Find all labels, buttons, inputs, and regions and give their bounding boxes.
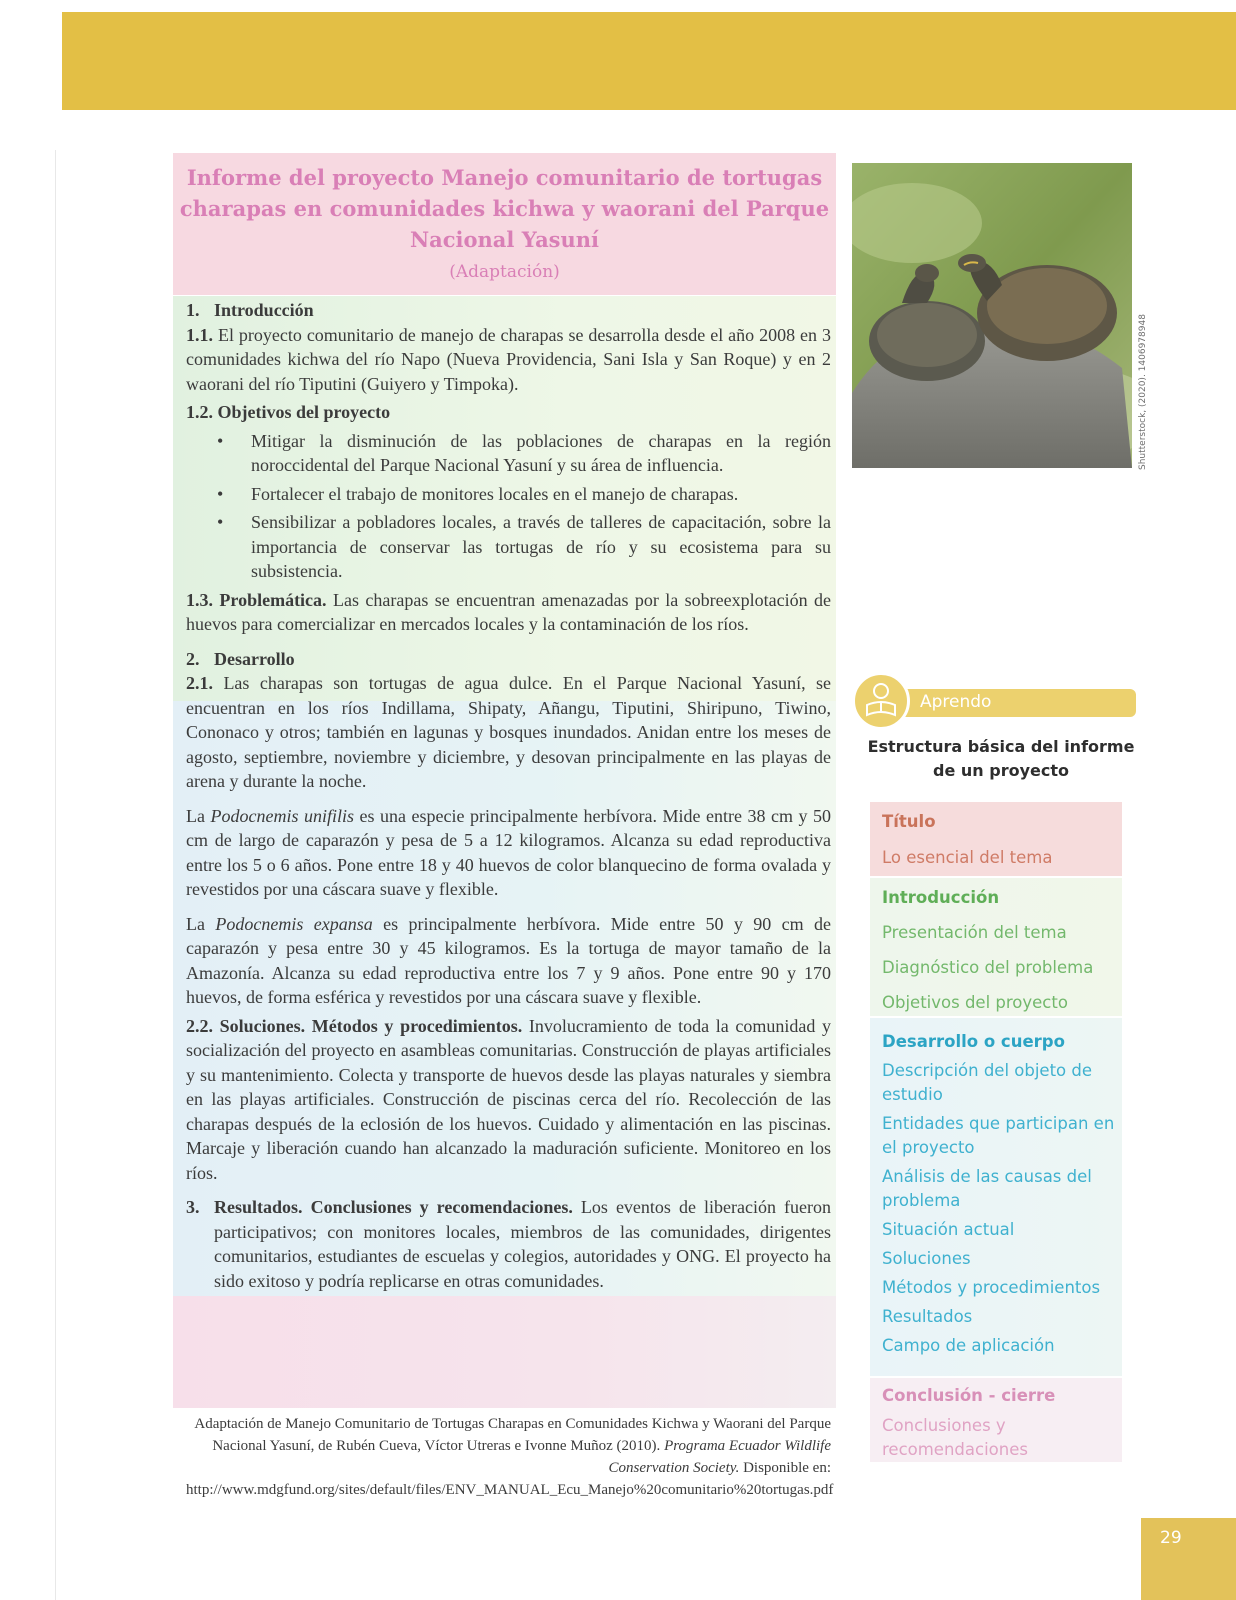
- report-title: Informe del proyecto Manejo comunitario de tortugas charapas en comunidades kichwa y waorani del Parque Nacional Yasuní: [179, 165, 830, 252]
- list-item: Conclusiones y recomendaciones: [882, 1416, 1028, 1459]
- aprendo-label: Aprendo: [920, 692, 992, 712]
- objective-item: • Mitigar la disminución de las poblaciones de charapas en la región noroccidental del Parque Nacional Yasuní y su área de influencia.: [217, 430, 831, 475]
- list-item: Resultados: [882, 1307, 973, 1326]
- desarrollo-list: Desarrollo o cuerpo Descripción del objeto de estudio Entidades que participan en el proyecto Análisis de las causas del problema Situación actual Soluciones Métodos y procedimientos Resultados Campo de aplicación: [882, 1030, 1122, 1358]
- conclusion-list: Conclusión - cierre Conclusiones y recomendaciones: [882, 1384, 1122, 1462]
- list-item: Presentación del tema: [882, 923, 1067, 942]
- turtles-photo: [852, 163, 1132, 468]
- introduccion-list: Introducción Presentación del tema Diagnóstico del problema Objetivos del proyecto: [882, 886, 1122, 1015]
- list-item: Análisis de las causas del problema: [882, 1167, 1092, 1210]
- list-item: Lo esencial del tema: [882, 848, 1053, 867]
- section-intro-heading: 1. Introducción: [186, 300, 314, 320]
- section-resultados: 3. Resultados. Conclusiones y recomendaciones. Los eventos de liberación fueron participativos; con monitores locales, miembros de las comunidades, dirigentes comunitarios, estudiantes de escuelas y colegios, autoridades y ONG. El proyecto ha sido exitoso y podría replicarse en otras comunidades.: [186, 1197, 832, 1291]
- header-band: [62, 12, 1236, 110]
- section-desarrollo-heading: 2. Desarrollo: [186, 648, 295, 669]
- list-item: Entidades que participan en el proyecto: [882, 1114, 1115, 1157]
- objectives-heading: 1.2. Objetivos del proyecto: [186, 402, 391, 422]
- objective-item: • Fortalecer el trabajo de monitores locales en el manejo de charapas.: [217, 483, 739, 504]
- list-item: Soluciones: [882, 1249, 971, 1268]
- report-body: [186, 298, 831, 1293]
- list-item: Diagnóstico del problema: [882, 958, 1094, 977]
- list-item: Métodos y procedimientos: [882, 1278, 1101, 1297]
- aprendo-heading: Estructura básica del informe de un proyecto: [867, 737, 1135, 780]
- paragraph-1-1: 1.1. El proyecto comunitario de manejo de charapas se desarrolla desde el año 2008 en 3 comunidades kichwa del río Napo (Nueva Providencia, Sani Isla y San Roque) y en 2 waorani del río Tiputini (Guiyero y Timpoka).: [186, 324, 831, 394]
- paragraph-2-1: 2.1. Las charapas son tortugas de agua dulce. En el Parque Nacional Yasuní, se encuentran en los ríos Indillama, Shipaty, Añangu, Tiputini, Shiripuno, Tiwino, Cononaco y otros; también en lagunas y bosques inundados. Anidan entre los meses de agosto, septiembre, noviembre y diciembre, y desovan principalmente en las playas de arena y durante la noche.: [186, 673, 832, 791]
- list-item: Campo de aplicación: [882, 1336, 1055, 1355]
- reading-person-icon: [852, 672, 910, 730]
- page-number-box: [1141, 1518, 1236, 1600]
- list-item: Objetivos del proyecto: [882, 993, 1068, 1012]
- list-item: Situación actual: [882, 1220, 1015, 1239]
- resultados-background: [173, 1296, 836, 1408]
- photo-credit: Shutterstock, (2020). 1406978948: [1138, 314, 1148, 470]
- report-subtitle: (Adaptación): [449, 262, 560, 282]
- paragraph-1-3: 1.3. Problemática. Las charapas se encuentran amenazadas por la sobreexplotación de huevos para comercializar en mercados locales y la contaminación de los ríos.: [186, 589, 832, 634]
- objective-item: • Sensibilizar a pobladores locales, a través de talleres de capacitación, sobre la importancia de conservar las tortugas de río y su ecosistema para su subsistencia.: [217, 512, 831, 581]
- source-citation: Adaptación de Manejo Comunitario de Tortugas Charapas en Comunidades Kichwa y Waorani del Parque Nacional Yasuní, de Rubén Cueva, Víctor Utreras e Ivonne Muñoz (2010). Programa Ecuador Wildlife Conservation Society. Disponible en: http://www.mdgfund.org/sites/default/files/ENV_MANUAL_Ecu_Manejo%20comunitario%20tortugas.pdf: [186, 1416, 834, 1498]
- list-item: Descripción del objeto de estudio: [882, 1061, 1093, 1104]
- page-fold-line: [55, 150, 56, 1600]
- paragraph-unifilis: La Podocnemis unifilis es una especie principalmente herbívora. Mide entre 38 cm y 50 cm de largo de caparazón y pesa de 5 a 12 kilogramos. Alcanza su edad reproductiva entre los 5 o 6 años. Pone entre 18 y 40 huevos de color blanquecino de forma ovalada y revestidos por una cáscara suave y flexible.: [186, 805, 831, 899]
- aprendo-banner: [878, 689, 1136, 717]
- titulo-list: Título Lo esencial del tema: [882, 810, 1122, 870]
- paragraph-expansa: La Podocnemis expansa es principalmente herbívora. Mide entre 50 y 90 cm de caparazón y pesa entre 30 y 45 kilogramos. Es la tortuga de mayor tamaño de la Amazonía. Alcanza su edad reproductiva entre los 7 y 9 años. Pone entre 90 y 170 huevos, de forma esférica y revestidos por una cáscara suave y flexible.: [186, 913, 831, 1007]
- page-number: 29: [1160, 1528, 1182, 1548]
- paragraph-2-2: 2.2. Soluciones. Métodos y procedimientos. Involucramiento de toda la comunidad y socialización del proyecto en asambleas comunitarias. Construcción de playas artificiales y su mantenimiento. Colecta y transporte de huevos desde las playas naturales y siembra en las playas artificiales. Construcción de piscinas cerca del río. Recolección de las charapas después de la eclosión de los huevos. Cuidado y alimentación en las piscinas. Marcaje y liberación cuando han alcanzado la maduración suficiente. Monitoreo en los ríos.: [186, 1015, 831, 1183]
